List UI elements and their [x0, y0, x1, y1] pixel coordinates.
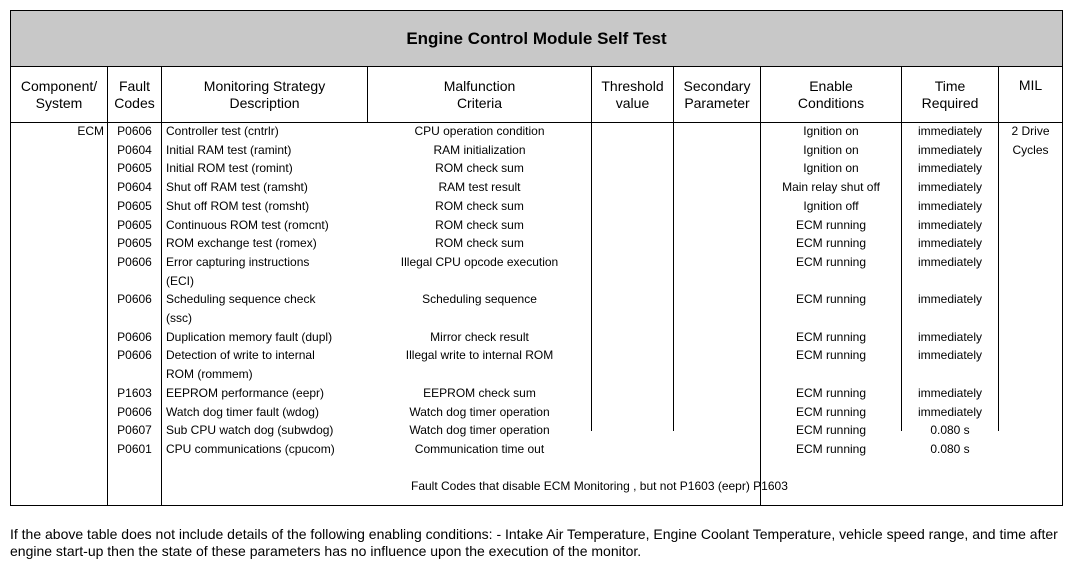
- criteria-cell: Illegal CPU opcode execution: [400, 254, 559, 269]
- enable-condition-cell: ECM running: [795, 385, 867, 400]
- enable-condition-cell: Ignition on: [803, 161, 859, 176]
- header-secondary-line2: Parameter: [684, 95, 750, 111]
- self-test-table: [10, 10, 1063, 506]
- criteria-cell: ROM check sum: [435, 217, 524, 232]
- criteria-cell: Watch dog timer operation: [409, 404, 550, 419]
- description-cell: (ECI): [166, 273, 194, 288]
- enable-condition-cell: Ignition off: [803, 198, 859, 213]
- col-divider: [161, 67, 162, 505]
- header-enable-line2: Conditions: [797, 95, 865, 111]
- criteria-cell: Illegal write to internal ROM: [405, 348, 554, 363]
- enable-condition-cell: ECM running: [795, 348, 867, 363]
- fault-code-cell: P0606: [117, 404, 152, 419]
- time-required-cell: immediately: [917, 348, 983, 363]
- enable-condition-cell: ECM running: [795, 404, 867, 419]
- mil-cell-line2: Cycles: [1012, 142, 1049, 157]
- time-required-cell: immediately: [917, 329, 983, 344]
- time-required-cell: 0.080 s: [930, 423, 970, 438]
- description-cell: Duplication memory fault (dupl): [166, 329, 333, 344]
- header-component-line2: System: [35, 95, 83, 111]
- header-secondary-line1: Secondary: [683, 78, 751, 94]
- header-time: [902, 67, 998, 123]
- fault-code-cell: P0606: [117, 329, 152, 344]
- criteria-cell: ROM check sum: [435, 198, 524, 213]
- description-cell: Initial ROM test (romint): [166, 161, 293, 176]
- time-required-cell: immediately: [917, 404, 983, 419]
- fault-code-cell: P0605: [117, 198, 152, 213]
- criteria-cell: RAM initialization: [433, 142, 526, 157]
- description-cell: Error capturing instructions: [166, 254, 310, 269]
- enable-condition-cell: ECM running: [795, 292, 867, 307]
- bottom-note: If the above table does not include details of the following enabling conditions: - Intake Air Temperature, Engine Coolant Temperature, vehicle speed range, and time after engine start-up then the state of these parameters has no influence upon the execution of the monitor.: [10, 526, 1058, 559]
- criteria-cell: Mirror check result: [430, 329, 529, 344]
- header-threshold: [592, 67, 673, 123]
- header-strategy: [162, 67, 367, 123]
- fault-code-cell: P0604: [117, 142, 152, 157]
- header-strategy-line1: Monitoring Strategy: [203, 78, 326, 94]
- fault-code-cell: P0606: [117, 292, 152, 307]
- time-required-cell: immediately: [917, 236, 983, 251]
- criteria-cell: Watch dog timer operation: [409, 423, 550, 438]
- time-required-cell: immediately: [917, 385, 983, 400]
- time-required-cell: immediately: [917, 254, 983, 269]
- time-required-cell: 0.080 s: [930, 441, 970, 456]
- header-mil-line1: MIL: [1018, 77, 1043, 93]
- mil-cell-line1: 2 Drive: [1011, 124, 1050, 138]
- description-cell: Sub CPU watch dog (subwdog): [166, 423, 334, 438]
- criteria-cell: Communication time out: [414, 441, 545, 456]
- header-time-line2: Required: [921, 95, 979, 111]
- header-malfunction-line2: Criteria: [456, 95, 503, 111]
- description-cell: EEPROM performance (eepr): [166, 385, 325, 400]
- description-cell: Scheduling sequence check: [166, 292, 316, 307]
- enable-condition-cell: ECM running: [795, 254, 867, 269]
- fault-code-cell: P0605: [117, 217, 152, 232]
- description-cell: Watch dog timer fault (wdog): [166, 404, 319, 419]
- description-cell: Shut off ROM test (romsht): [166, 198, 310, 213]
- description-cell: Controller test (cntrlr): [166, 124, 279, 138]
- criteria-cell: EEPROM check sum: [423, 385, 536, 400]
- enable-condition-cell: ECM running: [795, 236, 867, 251]
- header-malfunction-line1: Malfunction: [443, 78, 516, 94]
- description-cell: ROM (rommem): [166, 367, 253, 382]
- time-required-cell: immediately: [917, 198, 983, 213]
- criteria-cell: CPU operation condition: [414, 124, 545, 138]
- description-cell: Shut off RAM test (ramsht): [166, 180, 308, 195]
- time-required-cell: immediately: [917, 217, 983, 232]
- time-required-cell: immediately: [917, 292, 983, 307]
- component-cell: ECM: [77, 124, 104, 138]
- header-time-line1: Time: [934, 78, 966, 94]
- description-cell: Continuous ROM test (romcnt): [166, 217, 329, 232]
- header-malfunction: [368, 67, 591, 123]
- enable-condition-cell: Main relay shut off: [782, 180, 880, 195]
- header-enable-line1: Enable: [809, 78, 853, 94]
- header-enable: [761, 67, 901, 123]
- enable-condition-cell: ECM running: [795, 423, 867, 438]
- fault-code-cell: P0605: [117, 236, 152, 251]
- header-component: [11, 67, 107, 123]
- description-cell: CPU communications (cpucom): [166, 441, 335, 456]
- description-cell: (ssc): [166, 311, 192, 325]
- enable-condition-cell: ECM running: [795, 441, 867, 456]
- description-cell: ROM exchange test (romex): [166, 236, 317, 251]
- fault-code-cell: P0601: [117, 441, 152, 456]
- col-divider: [591, 67, 592, 431]
- enable-condition-cell: ECM running: [795, 217, 867, 232]
- criteria-cell: RAM test result: [438, 180, 521, 195]
- criteria-cell: ROM check sum: [435, 161, 524, 176]
- col-divider: [673, 67, 674, 431]
- header-fault: [108, 67, 161, 123]
- time-required-cell: immediately: [917, 142, 983, 157]
- fault-code-cell: P0606: [117, 348, 152, 363]
- criteria-cell: ROM check sum: [435, 236, 524, 251]
- criteria-cell: Scheduling sequence: [422, 292, 537, 307]
- header-component-line1: Component/: [20, 78, 98, 94]
- enable-condition-cell: Ignition on: [803, 142, 859, 157]
- header-secondary: [674, 67, 760, 123]
- header-threshold-line2: value: [615, 95, 650, 111]
- header-fault-line1: Fault: [118, 78, 151, 94]
- fault-code-cell: P0604: [117, 180, 152, 195]
- enable-condition-cell: ECM running: [795, 329, 867, 344]
- fault-code-cell: P0607: [117, 423, 152, 438]
- col-divider: [367, 67, 368, 123]
- enable-condition-cell: Ignition on: [803, 124, 859, 138]
- header-strategy-line2: Description: [229, 95, 300, 111]
- header-mil: [999, 67, 1062, 123]
- fault-code-cell: P0606: [117, 124, 152, 138]
- description-cell: Initial RAM test (ramint): [166, 142, 292, 157]
- description-cell: Detection of write to internal: [166, 348, 315, 363]
- time-required-cell: immediately: [917, 180, 983, 195]
- time-required-cell: immediately: [917, 161, 983, 176]
- table-title: Engine Control Module Self Test: [11, 11, 1062, 67]
- header-fault-line2: Codes: [114, 95, 155, 111]
- footer-note: Fault Codes that disable ECM Monitoring , but not P1603 (eepr) P1603: [411, 479, 788, 493]
- header-threshold-line1: Threshold: [601, 78, 664, 94]
- time-required-cell: immediately: [917, 124, 983, 138]
- fault-code-cell: P1603: [117, 385, 152, 400]
- fault-code-cell: P0605: [117, 161, 152, 176]
- fault-code-cell: P0606: [117, 254, 152, 269]
